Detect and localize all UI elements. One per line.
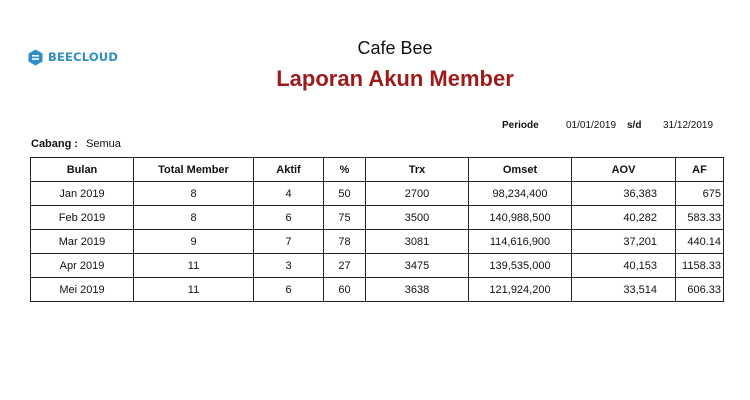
cell-total-member: 8 bbox=[134, 206, 254, 230]
cell-total-member: 9 bbox=[134, 230, 254, 254]
cell-total-member: 11 bbox=[134, 278, 254, 302]
column-header-aktif: Aktif bbox=[254, 158, 324, 182]
cell-bulan: Mar 2019 bbox=[31, 230, 134, 254]
cell-total-member: 8 bbox=[134, 182, 254, 206]
cell-aov: 40,282 bbox=[572, 206, 676, 230]
column-header-percent: % bbox=[324, 158, 366, 182]
report-title: Laporan Akun Member bbox=[276, 66, 514, 91]
cell-percent: 60 bbox=[324, 278, 366, 302]
cell-trx: 3081 bbox=[366, 230, 469, 254]
member-report-table bbox=[30, 157, 724, 302]
cell-percent: 75 bbox=[324, 206, 366, 230]
cell-omset: 114,616,900 bbox=[469, 230, 572, 254]
cell-percent: 27 bbox=[324, 254, 366, 278]
cell-trx: 3475 bbox=[366, 254, 469, 278]
cell-omset: 139,535,000 bbox=[469, 254, 572, 278]
table-row bbox=[31, 182, 724, 206]
cell-aktif: 4 bbox=[254, 182, 324, 206]
cell-omset: 121,924,200 bbox=[469, 278, 572, 302]
cell-trx: 2700 bbox=[366, 182, 469, 206]
cell-trx: 3500 bbox=[366, 206, 469, 230]
cell-aktif: 3 bbox=[254, 254, 324, 278]
table-header-row bbox=[31, 158, 724, 182]
cell-aktif: 7 bbox=[254, 230, 324, 254]
cell-aov: 37,201 bbox=[572, 230, 676, 254]
cell-bulan: Apr 2019 bbox=[31, 254, 134, 278]
cell-bulan: Mei 2019 bbox=[31, 278, 134, 302]
periode-start-date: 01/01/2019 bbox=[566, 120, 617, 131]
cell-omset: 98,234,400 bbox=[469, 182, 572, 206]
brand-name: BEECLOUD bbox=[48, 49, 119, 64]
cell-af: 583.33 bbox=[676, 206, 724, 230]
column-header-total-member: Total Member bbox=[134, 158, 254, 182]
periode-end-date: 31/12/2019 bbox=[663, 120, 714, 131]
table-row bbox=[31, 230, 724, 254]
cell-aktif: 6 bbox=[254, 278, 324, 302]
column-header-bulan: Bulan bbox=[31, 158, 134, 182]
cell-af: 1158.33 bbox=[676, 254, 724, 278]
cell-omset: 140,988,500 bbox=[469, 206, 572, 230]
branch-value: Semua bbox=[86, 138, 121, 150]
cell-af: 440.14 bbox=[676, 230, 724, 254]
periode-separator: s/d bbox=[627, 120, 642, 131]
branch-filter bbox=[31, 138, 121, 150]
periode-label: Periode bbox=[502, 120, 539, 131]
cell-aov: 33,514 bbox=[572, 278, 676, 302]
cell-aov: 40,153 bbox=[572, 254, 676, 278]
table-row bbox=[31, 206, 724, 230]
table-row bbox=[31, 278, 724, 302]
cell-bulan: Feb 2019 bbox=[31, 206, 134, 230]
report-store-name: Cafe Bee bbox=[357, 38, 433, 58]
cell-percent: 78 bbox=[324, 230, 366, 254]
cell-af: 675 bbox=[676, 182, 724, 206]
cell-total-member: 11 bbox=[134, 254, 254, 278]
column-header-trx: Trx bbox=[366, 158, 469, 182]
column-header-af: AF bbox=[676, 158, 724, 182]
cell-aktif: 6 bbox=[254, 206, 324, 230]
column-header-aov: AOV bbox=[572, 158, 676, 182]
cell-trx: 3638 bbox=[366, 278, 469, 302]
branch-label: Cabang : bbox=[31, 138, 79, 150]
column-header-omset: Omset bbox=[469, 158, 572, 182]
cell-aov: 36,383 bbox=[572, 182, 676, 206]
table-row bbox=[31, 254, 724, 278]
cell-af: 606.33 bbox=[676, 278, 724, 302]
cell-percent: 50 bbox=[324, 182, 366, 206]
cell-bulan: Jan 2019 bbox=[31, 182, 134, 206]
